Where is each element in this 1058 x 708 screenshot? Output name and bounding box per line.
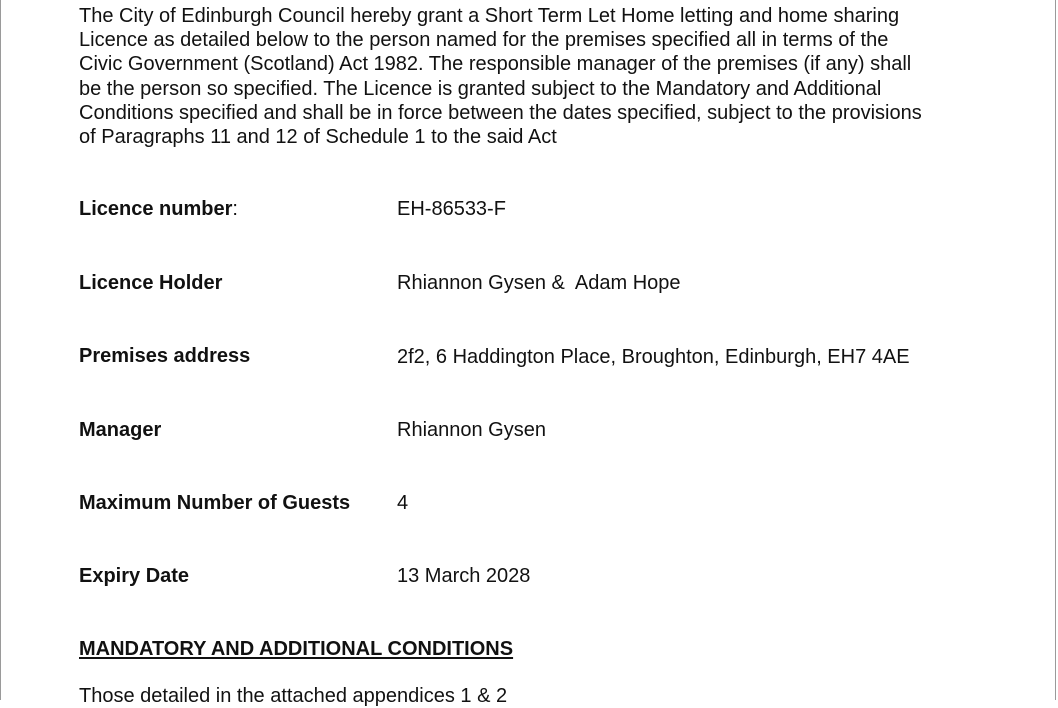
licence-number-label-text: Licence number — [79, 198, 233, 220]
licence-number-label-colon: : — [232, 198, 238, 220]
intro-line: of Paragraphs 11 and 12 of Schedule 1 to the said Act — [79, 126, 557, 149]
premises-address-label: Premises address — [79, 345, 251, 367]
licence-holder-label: Licence Holder — [79, 272, 223, 294]
manager-value: Rhiannon Gysen — [397, 419, 546, 441]
intro-paragraph — [79, 4, 1009, 149]
max-guests-label: Maximum Number of Guests — [79, 492, 351, 514]
conditions-text: Those detailed in the attached appendices 1 & 2 — [79, 685, 508, 707]
licence-holder-value: Rhiannon Gysen & Adam Hope — [397, 272, 681, 294]
conditions-heading: MANDATORY AND ADDITIONAL CONDITIONS — [79, 638, 514, 660]
premises-address-value: 2f2, 6 Haddington Place, Broughton, Edinburgh, EH7 4AE — [397, 346, 910, 368]
max-guests-value: 4 — [397, 492, 409, 514]
intro-line: The City of Edinburgh Council hereby grant a Short Term Let Home letting and home sharing — [79, 5, 900, 27]
intro-line: be the person so specified. The Licence is granted subject to the Mandatory and Additional — [79, 77, 882, 100]
intro-line: Conditions specified and shall be in force between the dates specified, subject to the provisions — [79, 101, 922, 124]
licence-number-value: EH-86533-F — [397, 198, 506, 220]
expiry-date-value: 13 March 2028 — [397, 565, 531, 587]
licence-number-label — [79, 197, 238, 221]
intro-line: Civic Government (Scotland) Act 1982. The responsible manager of the premises (if any) shall — [79, 53, 912, 76]
intro-line: Licence as detailed below to the person named for the premises specified all in terms of the — [79, 29, 889, 52]
expiry-date-label: Expiry Date — [79, 565, 190, 587]
manager-label: Manager — [79, 419, 162, 441]
